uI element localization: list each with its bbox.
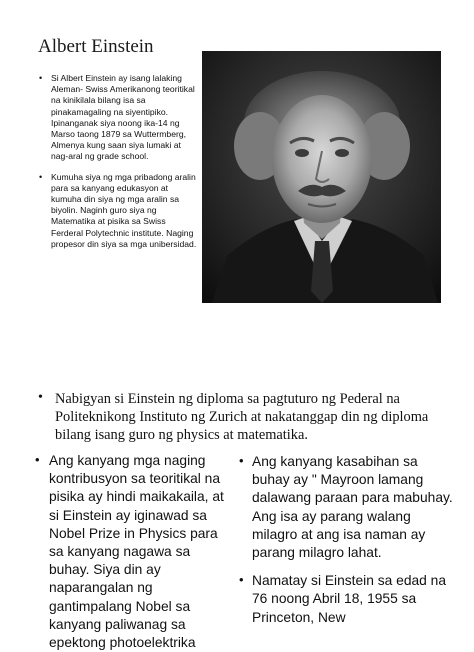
list-item: • Ang kanyang mga naging kontribusyon sa teoritikal na pisika ay hindi maikakaila, at si Einstein ay iginawad sa Nobel Prize in Physics para sa kanyang nagawa sa buhay. Siya din ay naparangalan ng gantimpalang Nobel sa kanyang paliwanag sa epektong photoelektrika bbox=[34, 452, 232, 652]
list-item: • Namatay si Einstein sa edad na 76 noong Abril 18, 1955 sa Princeton, New bbox=[238, 572, 456, 627]
page-title: Albert Einstein bbox=[38, 36, 154, 57]
list-item: • Nabigyan si Einstein ng diploma sa pagtuturo ng Pederal na Politeknikong Instituto ng Zurich at nakatanggap din ng diploma bilang isang guro ng physics at matematika. bbox=[38, 390, 458, 445]
biography-bullet-list bbox=[38, 73, 198, 259]
portrait-image bbox=[202, 51, 441, 303]
diploma-bullet-list bbox=[38, 390, 458, 445]
list-item: • Ang kanyang kasabihan sa buhay ay " Mayroon lamang dalawang paraan para mabuhay. Ang isa ay parang walang milagro at ang isa naman ay parang milagro lahat. bbox=[238, 453, 456, 562]
list-item: • Kumuha siya ng mga pribadong aralin para sa kanyang edukasyon at kumuha din siya ng mga aralin sa biyolin. Naginh guro siya ng Matematika at pisika sa Swiss Ferderal Polytechnic institute. Naging propesor din siya sa mga unibersidad. bbox=[38, 172, 198, 250]
quote-death-bullet-list bbox=[238, 453, 456, 637]
contributions-bullet-list bbox=[34, 452, 232, 652]
list-item: • Si Albert Einstein ay isang lalaking Aleman- Swiss Amerikanong teoritikal na kinikilala bilang isa sa pinakamagaling na siyentipiko. Ipinanganak siya noong ika-14 ng Marso taong 1879 sa Wuttermberg, Almenya kung saan siya lumaki at nag-aral ng grade school. bbox=[38, 73, 198, 163]
einstein-portrait-photo bbox=[202, 51, 441, 303]
